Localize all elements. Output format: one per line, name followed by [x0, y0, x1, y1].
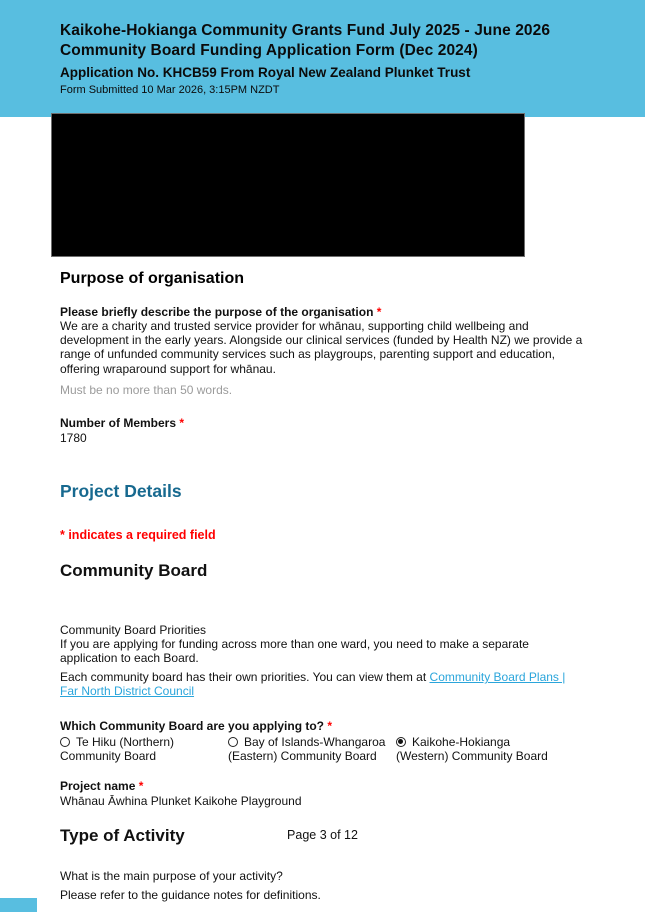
application-number-line: Application No. KHCB59 From Royal New Zealand Plunket Trust: [60, 65, 471, 80]
radio-option-label: Kaikohe-Hokianga (Western) Community Board: [396, 734, 548, 763]
board-radio-group: [60, 735, 585, 763]
project-name-text: Project name: [60, 778, 136, 793]
required-asterisk: *: [138, 778, 144, 793]
community-board-priorities-title: Community Board Priorities: [60, 622, 207, 637]
radio-button-icon[interactable]: [228, 737, 238, 747]
next-page-band-stub: [0, 898, 37, 912]
purpose-question-label: [60, 305, 585, 319]
redacted-block: [51, 113, 525, 257]
purpose-answer-text: We are a charity and trusted service provider for whānau, supporting child wellbeing and development in the early years. Alongside our clinical services (funded by Health NZ) we provide a range of unfunded community services such as playgroups, parenting support and education, offering wraparound support for whānau.: [60, 319, 583, 376]
required-field-note: * indicates a required field: [60, 527, 216, 542]
purpose-of-organisation-heading: Purpose of organisation: [60, 270, 245, 287]
radio-button-icon[interactable]: [60, 737, 70, 747]
radio-option-kaikohe-hokianga[interactable]: [396, 735, 564, 763]
number-of-members-value: 1780: [60, 430, 87, 445]
radio-option-label: Bay of Islands-Whangaroa (Eastern) Community Board: [228, 734, 386, 763]
radio-option-label: Te Hiku (Northern) Community Board: [60, 734, 175, 763]
form-title-line2: Community Board Funding Application Form (Dec 2024): [60, 42, 478, 59]
number-of-members-label: [60, 416, 585, 430]
community-board-plans-link[interactable]: Community Board Plans | Far North District Council: [60, 670, 566, 699]
word-limit-hint: Must be no more than 50 words.: [60, 382, 233, 397]
project-details-heading: Project Details: [60, 481, 182, 502]
purpose-question-text: Please briefly describe the purpose of the organisation: [60, 304, 374, 319]
page-number: Page 3 of 12: [287, 828, 358, 842]
required-asterisk: *: [327, 719, 333, 734]
community-board-heading: Community Board: [60, 560, 208, 580]
project-name-label: [60, 779, 585, 793]
priorities-link-prefix: Each community board has their own priorities. You can view them at: [60, 670, 430, 685]
project-name-value: Whānau Āwhina Plunket Kaikohe Playground: [60, 793, 302, 808]
type-of-activity-heading: Type of Activity: [60, 826, 185, 846]
board-question-label: [60, 719, 585, 733]
activity-guidance-note: Please refer to the guidance notes for definitions.: [60, 888, 321, 903]
form-content: [60, 270, 585, 902]
required-asterisk: *: [376, 304, 382, 319]
priorities-link-paragraph: [60, 670, 585, 698]
header-band: [0, 0, 645, 117]
community-board-priorities-body: If you are applying for funding across more than one ward, you need to make a separate application to each Board.: [60, 636, 529, 665]
activity-purpose-question: What is the main purpose of your activity?: [60, 869, 283, 884]
form-submitted-line: Form Submitted 10 Mar 2026, 3:15PM NZDT: [60, 84, 280, 96]
board-question-text: Which Community Board are you applying to?: [60, 719, 325, 734]
radio-option-te-hiku[interactable]: [60, 735, 228, 763]
number-of-members-text: Number of Members: [60, 415, 177, 430]
form-title-line1: Kaikohe-Hokianga Community Grants Fund July 2025 - June 2026: [60, 22, 551, 39]
radio-button-icon[interactable]: [396, 737, 406, 747]
radio-option-bay-of-islands[interactable]: [228, 735, 396, 763]
header-text-block: [60, 21, 550, 97]
required-asterisk: *: [179, 415, 185, 430]
